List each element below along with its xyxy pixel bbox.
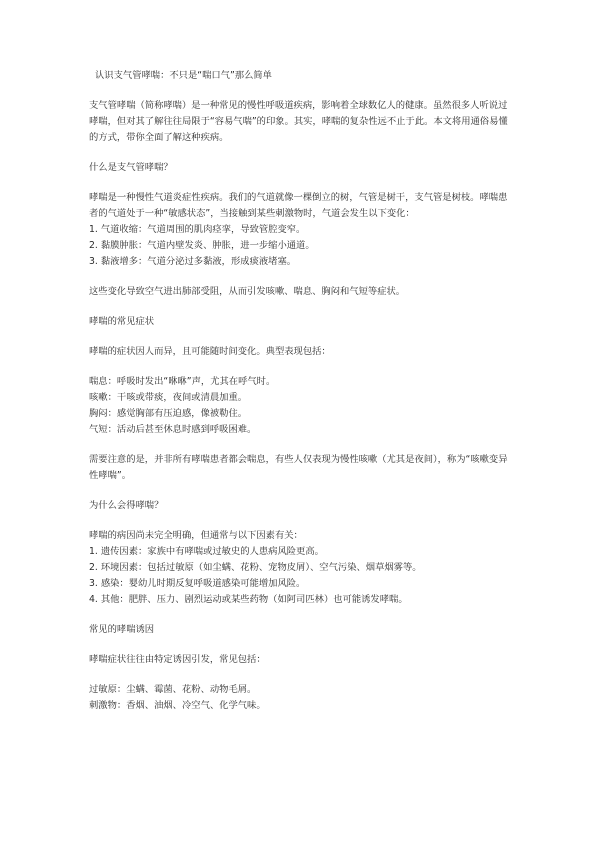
list-item: 1. 遗传因素：家族中有哮喘或过敏史的人患病风险更高。 xyxy=(89,546,324,557)
section3-paragraph: 哮喘的病因尚未完全明确，但通常与以下因素有关： xyxy=(89,530,303,541)
section-heading-causes: 为什么会得哮喘？ xyxy=(89,500,164,511)
list-item: 1. 气道收缩：气道周围的肌肉痉挛，导致管腔变窄。 xyxy=(89,224,306,235)
document-title: 认识支气管哮喘：不只是“喘口气”那么简单 xyxy=(95,70,272,81)
section-heading-triggers: 常见的哮喘诱因 xyxy=(89,624,155,635)
list-item: 2. 环境因素：包括过敏原（如尘螨、花粉、宠物皮屑）、空气污染、烟草烟雾等。 xyxy=(89,562,422,573)
list-item: 气短：活动后甚至休息时感到呼吸困难。 xyxy=(89,424,257,435)
section2-paragraph: 哮喘的症状因人而异，且可能随时间变化。典型表现包括： xyxy=(89,346,331,357)
section4-paragraph: 哮喘症状往往由特定诱因引发，常见包括： xyxy=(89,654,266,665)
list-item: 过敏原：尘螨、霉菌、花粉、动物毛屑。 xyxy=(89,684,257,695)
symptom-list xyxy=(89,374,509,438)
list-item: 胸闷：感觉胸部有压迫感，像被勒住。 xyxy=(89,408,248,419)
section-heading-what-is-asthma: 什么是支气管哮喘？ xyxy=(89,162,173,173)
document-page xyxy=(89,68,509,714)
section-heading-symptoms: 哮喘的常见症状 xyxy=(89,316,155,327)
list-item: 3. 感染：婴幼儿时期反复呼吸道感染可能增加风险。 xyxy=(89,578,306,589)
list-item: 4. 其他：肥胖、压力、剧烈运动或某些药物（如阿司匹林）也可能诱发哮喘。 xyxy=(89,594,408,605)
list-item: 咳嗽：干咳或带痰，夜间或清晨加重。 xyxy=(89,392,248,403)
section1-paragraph: 哮喘是一种慢性气道炎症性疾病。我们的气道就像一棵倒立的树，气管是树干，支气管是树枝。哮喘患者的气道处于一种“敏感状态”，当接触到某些刺激物时，气道会发生以下变化： xyxy=(89,192,508,219)
causes-list xyxy=(89,544,509,608)
trigger-list xyxy=(89,682,509,714)
list-item: 刺激物：香烟、油烟、冷空气、化学气味。 xyxy=(89,700,266,711)
list-item: 3. 黏液增多：气道分泌过多黏液，形成痰液堵塞。 xyxy=(89,256,297,267)
section2-after-paragraph: 需要注意的是，并非所有哮喘患者都会喘息，有些人仅表现为慢性咳嗽（尤其是夜间），称为“咳嗽变异性哮喘”。 xyxy=(89,454,508,481)
airway-changes-list xyxy=(89,222,509,270)
intro-paragraph: 支气管哮喘（简称哮喘）是一种常见的慢性呼吸道疾病，影响着全球数亿人的健康。虽然很多人听说过哮喘，但对其了解往往局限于“容易气喘”的印象。其实，哮喘的复杂性远不止于此。本文将用通俗易懂的方式，带你全面了解这种疾病。 xyxy=(89,100,508,143)
section1-after-paragraph: 这些变化导致空气进出肺部受阻，从而引发咳嗽、喘息、胸闷和气短等症状。 xyxy=(89,286,406,297)
list-item: 喘息：呼吸时发出“咻咻”声，尤其在呼气时。 xyxy=(89,376,276,387)
list-item: 2. 黏膜肿胀：气道内壁发炎、肿胀，进一步缩小通道。 xyxy=(89,240,315,251)
